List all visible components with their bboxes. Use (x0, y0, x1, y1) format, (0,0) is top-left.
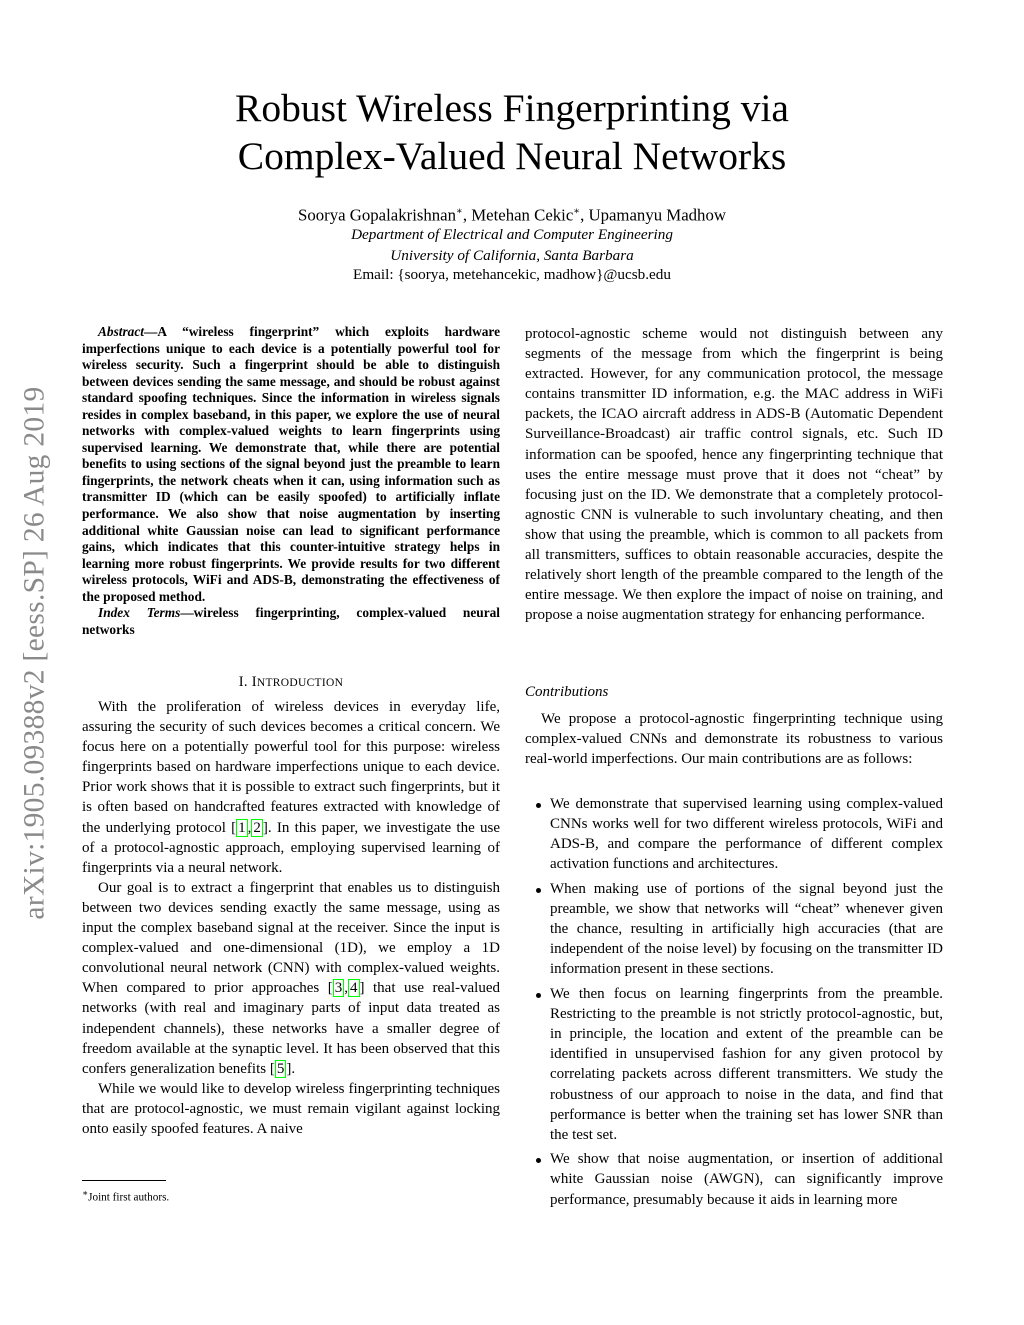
section-heading-initial: I (251, 674, 257, 690)
author-list (0, 201, 1024, 226)
citation-link[interactable]: 2 (253, 819, 261, 836)
footnote-divider (82, 1180, 166, 1181)
abstract-paragraph (82, 324, 500, 605)
arxiv-id: arXiv:1905.09388v2 [eess.SP] 26 Aug 2019 (18, 385, 51, 920)
intro-p1-text-cont: ]. In this paper, we investigate the use of a protocol-agnostic approach, employing supervised learning of fingerprints via a neural network. (82, 819, 501, 876)
contributions-intro-text: We propose a protocol-agnostic fingerprinting technique using complex-valued CNNs and demonstrate its robustness to various real-world imperfections. Our main contributions are as follows: (525, 711, 943, 768)
list-item: We show that noise augmentation, or insertion of additional white Gaussian noise (AWGN), can significantly improve performance, presumably because it aids in learning more (525, 1149, 943, 1209)
citation-link[interactable]: 4 (350, 980, 358, 997)
author-separator: , (462, 205, 472, 225)
list-item: We then focus on learning fingerprints from the preamble. Restricting to the preamble is not strictly protocol-agnostic, but, in principle, the location and extent of the preamble can be identified in unsupervised fashion for any given protocol by correlating packets across different transmitters. We study the robustness of our approach to noise in the data, and find that performance is better when the training set has lower SNR than the test set. (525, 984, 943, 1145)
footnote-text: Joint first authors. (88, 1191, 170, 1204)
citation-link[interactable]: 1 (238, 819, 246, 836)
paper-title (0, 84, 1024, 180)
section-number: I. (238, 674, 252, 690)
arxiv-stamp (10, 345, 60, 960)
list-item: We demonstrate that supervised learning using complex-valued CNNs works well for two different wireless protocols, WiFi and ADS-B, and compare the performance of different complex activation functions and architectures. (525, 794, 943, 874)
title-line-1: Robust Wireless Fingerprinting via (235, 86, 789, 130)
email-line: Email: {soorya, metehancekic, madhow}@ucsb.edu (353, 266, 671, 283)
contributions-list (525, 794, 943, 1214)
author-1: Soorya Gopalakrishnan (298, 205, 457, 225)
section-heading-rest: NTRODUCTION (256, 677, 344, 689)
abstract-text: —A “wireless fingerprint” which exploits hardware imperfections unique to each device is a potentially powerful tool for wireless security. Such a fingerprint should be able to distinguish between devices sending the same message, and should be robust against standard spoofing techniques. Since the information in wireless signals resides in complex baseband, in this paper, we explore the use of neural networks with complex-valued weights to learn fingerprints using supervised learning. We demonstrate that, while there are potential benefits to using sections of the signal beyond just the preamble to learn fingerprints, the network cheats when it can, using information such as transmitter ID (which can be easily spoofed) to artificially inflate performance. We also show that noise augmentation by inserting additional white Gaussian noise can lead to significant performance gains, which indicates that this counter-intuitive strategy helps in learning more robust fingerprints. We provide results for two different wireless protocols, WiFi and ADS-B, demonstrating the effectiveness of the proposed method. (82, 324, 500, 604)
right-paragraph-1: protocol-agnostic scheme would not distinguish between any segments of the message from which the fingerprint is being extracted. However, for any communication protocol, the message contains transmitter ID information, e.g. the MAC address in WiFi packets, the ICAO aircraft address in ADS-B (Automatic Dependent Surveillance-Broadcast) air traffic control signals, etc. Such ID information can be spoofed, hence any fingerprinting technique that uses the entire message must prove that it does not “cheat” by focusing just on the ID. We demonstrate that a completely protocol-agnostic CNN is vulnerable to such involuntary cheating, and then show that using the preamble, which is common to all packets from all transmitters, suffices to obtain reasonable accuracies, despite the relatively short length of the preamble compared to the length of the entire message. We then explore the impact of noise on training, and propose a noise augmentation strategy for enhancing performance. (525, 326, 943, 624)
intro-p2-text-cont: ] that use real-valued networks (with real and imaginary parts of input data treated as independent channels), these networks have a smaller degree of freedom available at the synaptic level. It has been observed that this confers generalization benefits [ (82, 980, 500, 1077)
section-heading-introduction (82, 673, 500, 692)
joint-mark-1: ∗ (456, 206, 463, 217)
intro-p1-text: With the proliferation of wireless devices in everyday life, assuring the security of such devices becomes a critical concern. We focus here on a potentially powerful tool for this purpose: wireless fingerprints based on hardware imperfections unique to each device. Prior work shows that it is possible to extract such fingerprints, but it is often based on handcrafted features extracted with knowledge of the underlying protocol [ (82, 699, 500, 836)
intro-paragraph-3: While we would like to develop wireless fingerprinting techniques that are protocol-agnostic, we must remain vigilant against locking onto easily spoofed features. A naive (82, 1080, 500, 1137)
intro-p2-text-end: ]. (286, 1060, 296, 1077)
index-terms-label: Index Terms (98, 605, 181, 621)
abstract-label: Abstract (98, 324, 144, 339)
university: University of California, Santa Barbara (390, 246, 634, 264)
author-separator: , (580, 205, 589, 225)
author-3: Upamanyu Madhow (588, 205, 726, 225)
contributions-intro (525, 709, 943, 769)
department: Department of Electrical and Computer Engineering (351, 226, 673, 243)
citation-link[interactable]: 5 (276, 1060, 285, 1077)
abstract (82, 324, 500, 638)
author-2: Metehan Cekic (471, 205, 574, 225)
intro-p2-text: Our goal is to extract a fingerprint that enables us to distinguish between two devices sending exactly the same message, using as input the complex baseband signal at the receiver. Since the input is complex-valued and one-dimensional (1D), we employ a 1D convolutional neural network (CNN) with complex-valued weights. When compared to prior approaches [ (82, 879, 500, 997)
footnote (82, 1186, 169, 1205)
citation-link[interactable]: 3 (334, 980, 343, 997)
intro-paragraph-1: With the proliferation of wireless devices in everyday life, assuring the security of such devices becomes a critical concern. We focus here on a potentially powerful tool for this purpose: wireless fingerprints based on hardware imperfections unique to each device. Prior work shows that it is possible to extract such fingerprints, but it is often based on handcrafted features extracted with knowledge of the underlying protocol [ 1 , 2 ]. In this paper, we investigate the use of a protocol-agnostic approach, employing supervised learning of fingerprints via a neural network. (82, 699, 501, 876)
footnote-mark: ∗ (82, 1188, 89, 1198)
introduction-text (82, 697, 500, 1139)
right-column-paragraph (525, 324, 943, 625)
index-terms-text: —wireless fingerprinting, complex-valued neural networks (82, 605, 500, 637)
affiliation (0, 225, 1024, 266)
joint-mark-2: ∗ (573, 206, 581, 217)
title-line-2: Complex-Valued Neural Networks (237, 134, 787, 178)
contributions-heading: Contributions (525, 684, 609, 700)
intro-paragraph-2: Our goal is to extract a fingerprint that enables us to distinguish between two devices sending exactly the same message, using as input the complex baseband signal at the receiver. Since the input is complex-valued and one-dimensional (1D), we employ a 1D convolutional neural network (CNN) with complex-valued weights. When compared to prior approaches [ 3 , 4 ] that use real-valued networks (with real and imaginary parts of input data treated as independent channels), these networks have a smaller degree of freedom available at the synaptic level. It has been observed that this confers generalization benefits [ 5 ]. (82, 879, 500, 1077)
index-terms (82, 605, 500, 638)
list-item: When making use of portions of the signal beyond just the preamble, we show that networks will “cheat” whenever given the chance, resulting in artificially high accuracies (that are independent of the noise level) by focusing on the transmitter ID information present in these sections. (525, 879, 943, 979)
